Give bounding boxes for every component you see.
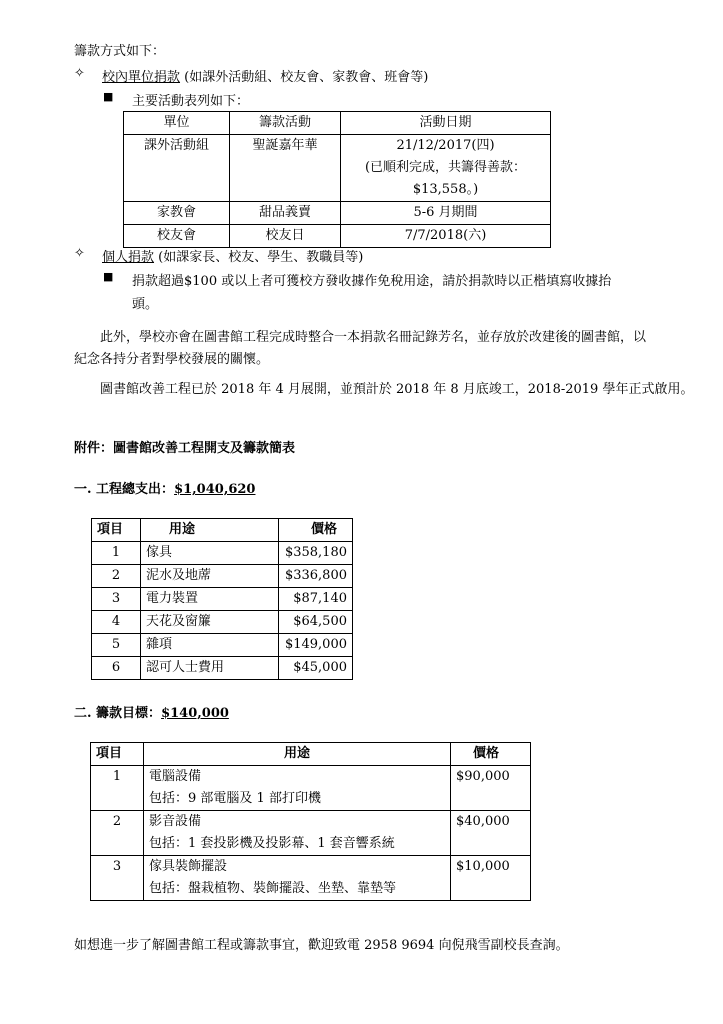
item-price: $10,000 xyxy=(451,856,531,901)
table-header-cell: 活動日期 xyxy=(341,112,551,135)
target-table xyxy=(90,742,531,901)
item-use: 電力裝置 xyxy=(141,588,279,611)
item-price: $64,500 xyxy=(279,611,353,634)
activity-cell: 校友日 xyxy=(230,225,341,248)
table-row xyxy=(92,634,353,657)
diamond-bullet-icon: ✧ xyxy=(74,66,85,81)
table-row xyxy=(92,588,353,611)
item-no: 2 xyxy=(91,811,144,856)
item-price: $149,000 xyxy=(279,634,353,657)
table-row xyxy=(124,225,551,248)
table-header-cell: 項目 xyxy=(91,743,144,766)
item-no: 6 xyxy=(92,657,141,680)
table-header-row xyxy=(124,112,551,135)
closing-text: 如想進一步了解圖書館工程或籌款事宜，歡迎致電 2958 9694 向倪飛雪副校長查詢。 xyxy=(74,938,569,953)
section2-text-line1: 捐款超過$100 或以上者可獲校方發收據作免稅用途，請於捐款時以正楷填寫收據抬 xyxy=(132,274,612,289)
item-detail: 包括：9 部電腦及 1 部打印機 xyxy=(149,791,321,806)
table-header-cell: 用途 xyxy=(144,743,451,766)
section1-note: (如課外活動組、校友會、家教會、班會等) xyxy=(184,70,429,85)
section2-title: 個人捐款 xyxy=(102,250,155,265)
square-bullet-icon: ■ xyxy=(103,270,114,283)
table-row xyxy=(91,766,531,811)
item-use: 電腦設備 xyxy=(149,769,202,784)
item-use: 雜項 xyxy=(141,634,279,657)
table-header-row xyxy=(92,519,353,542)
item-price: $358,180 xyxy=(279,542,353,565)
item-no: 1 xyxy=(92,542,141,565)
table-row xyxy=(124,135,551,202)
table-header-cell: 單位 xyxy=(124,112,230,135)
item-no: 2 xyxy=(92,565,141,588)
diamond-bullet-icon: ✧ xyxy=(74,246,85,261)
table-header-row xyxy=(91,743,531,766)
item-no: 3 xyxy=(92,588,141,611)
table-row xyxy=(124,202,551,225)
item-price: $90,000 xyxy=(451,766,531,811)
item-use: 認可人士費用 xyxy=(141,657,279,680)
table-header-cell: 價格 xyxy=(279,519,353,542)
table-row xyxy=(92,657,353,680)
item-use: 傢具裝飾擺設 xyxy=(149,859,228,874)
item-use: 天花及窗簾 xyxy=(141,611,279,634)
item-price: $336,800 xyxy=(279,565,353,588)
table-row xyxy=(91,856,531,901)
paragraph-1-line2: 紀念各持分者對學校發展的關懷。 xyxy=(74,352,270,367)
expense-heading xyxy=(74,478,255,497)
table-row xyxy=(92,565,353,588)
item-no: 4 xyxy=(92,611,141,634)
intro-text: 籌款方式如下： xyxy=(74,44,166,59)
expense-table xyxy=(91,518,353,680)
item-no: 3 xyxy=(91,856,144,901)
section2-text-line2: 頭。 xyxy=(132,297,159,312)
section2-line xyxy=(102,246,363,265)
item-use-cell xyxy=(144,856,451,901)
table-header-cell: 用途 xyxy=(141,519,279,542)
appendix-title: 附件：圖書館改善工程開支及籌款簡表 xyxy=(74,441,296,456)
target-heading-label: 二. 籌款目標： xyxy=(74,706,162,721)
paragraph-2: 圖書館改善工程已於 2018 年 4 月展開，並預計於 2018 年 8 月底竣工，2018-2019 學年正式啟用。 xyxy=(100,382,694,397)
target-heading-amount: $140,000 xyxy=(161,706,229,721)
item-use-cell xyxy=(144,811,451,856)
item-no: 5 xyxy=(92,634,141,657)
table-row xyxy=(92,611,353,634)
date-cell: 5-6 月期間 xyxy=(341,202,551,225)
table-header-cell: 價格 xyxy=(451,743,531,766)
expense-heading-label: 一. 工程總支出： xyxy=(74,482,175,497)
item-price: $40,000 xyxy=(451,811,531,856)
item-use-cell xyxy=(144,766,451,811)
unit-cell: 校友會 xyxy=(124,225,230,248)
item-use: 傢具 xyxy=(141,542,279,565)
activity-cell: 聖誕嘉年華 xyxy=(230,135,341,202)
section2-note: (如課家長、校友、學生、教職員等) xyxy=(158,250,364,265)
date-cell xyxy=(341,135,551,202)
section1-line xyxy=(102,66,428,85)
section1-title: 校內單位捐款 xyxy=(102,70,181,85)
item-use: 泥水及地蓆 xyxy=(141,565,279,588)
activity-table xyxy=(123,111,551,248)
section1-sub-text: 主要活動表列如下： xyxy=(132,94,250,109)
item-price: $45,000 xyxy=(279,657,353,680)
date-note: (已順利完成，共籌得善款：$13,558。) xyxy=(364,160,527,197)
unit-cell: 課外活動組 xyxy=(124,135,230,202)
target-heading xyxy=(74,702,229,721)
square-bullet-icon: ■ xyxy=(103,90,114,103)
date-cell: 7/7/2018(六) xyxy=(341,225,551,248)
item-detail: 包括：盤栽植物、裝飾擺設、坐墊、靠墊等 xyxy=(149,881,397,896)
paragraph-1-line1: 此外，學校亦會在圖書館工程完成時整合一本捐款名冊記錄芳名，並存放於改建後的圖書館，以 xyxy=(100,330,647,345)
item-no: 1 xyxy=(91,766,144,811)
expense-heading-amount: $1,040,620 xyxy=(174,482,256,497)
table-row xyxy=(91,811,531,856)
item-detail: 包括：1 套投影機及投影幕、1 套音響系統 xyxy=(149,836,395,851)
unit-cell: 家教會 xyxy=(124,202,230,225)
date-value: 21/12/2017(四) xyxy=(396,138,495,153)
item-price: $87,140 xyxy=(279,588,353,611)
activity-cell: 甜品義賣 xyxy=(230,202,341,225)
table-row xyxy=(92,542,353,565)
table-header-cell: 項目 xyxy=(92,519,141,542)
item-use: 影音設備 xyxy=(149,814,202,829)
table-header-cell: 籌款活動 xyxy=(230,112,341,135)
